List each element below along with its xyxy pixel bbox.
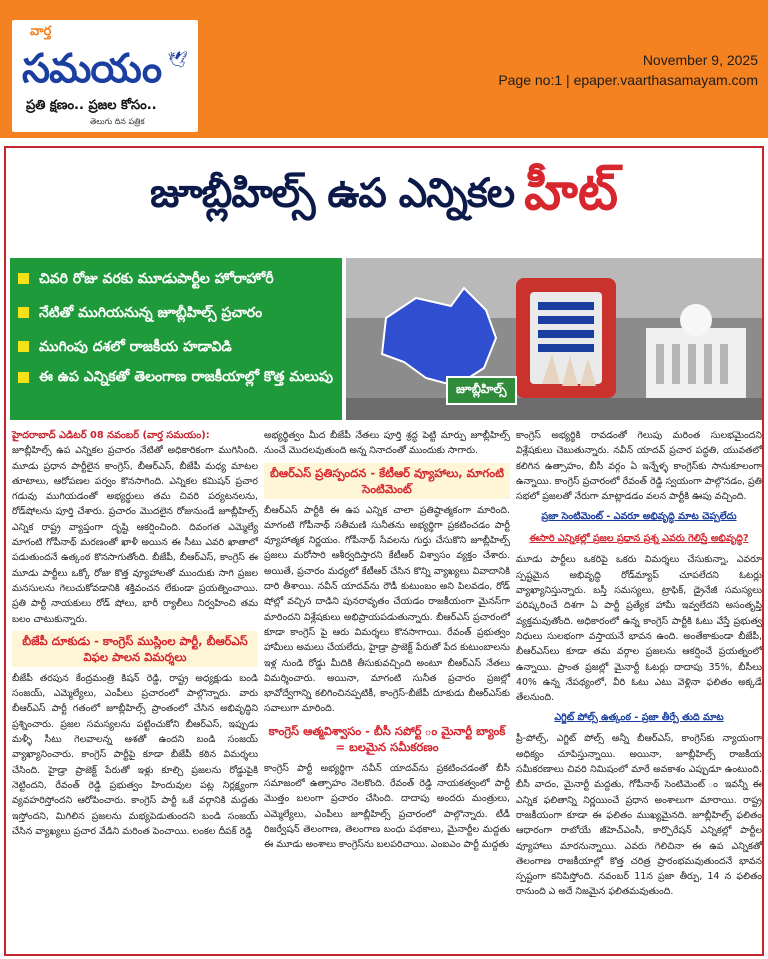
headline-main: జూబ్లీహిల్స్ ఉప ఎన్నికల [149,170,515,217]
photo-caption-sign: జూబ్లీహిల్స్ [446,376,517,405]
masthead [0,0,768,138]
highlight-item [16,296,336,330]
election-collage-illustration [346,258,762,420]
article-column-1 [12,428,258,839]
logo-title: సమయం [22,46,162,92]
edition-date: November 9, 2025 [642,52,758,68]
article-column-2 [264,428,510,853]
headline [6,162,762,235]
bullet-square-icon [18,372,29,383]
dateline: హైదరాబాద్ ఎడిటర్ 08 నవంబర్ (వార్త సమయం): [12,430,210,441]
paragraph: అభ్యర్థిత్వం మీద బీజేపీ నేతలు పూర్తి శ్రద్ధ పెట్టి మార్పు జూబ్లీహిల్స్ నుంచే మొదలవుతుంది అన్న నినాదంతో ముందుకు సాగారు. [264,430,510,457]
subheading: ఈసారి ఎన్నికల్లో ప్రజల ప్రధాన ప్రశ్న ఎవరు గెలిస్తే అభివృద్ధి? [529,533,749,545]
paragraph: బీజేపీ తరపున కేంద్రమంత్రి కిషన్ రెడ్డి, రాష్ట్ర అధ్యక్షుడు బండి సంజయ్, ఎమ్మెల్యేలు, ఎంపీలు ప్రచారంలో పాల్గొన్నారు. వారు బీఆర్ఎస్ పార్టీ గతంలో జూబ్లీహిల్స్ ప్రాంతంలో చేసిన అభివృద్ధిని ప్రశ్నించారు. ప్రజల సమస్యలను పట్టించుకోని బీఆర్ఎస్, ఇప్పుడు మళ్ళీ సీటు గెలవాలన్న ఆశతో ఉందని బండి సంజయ్ వ్యాఖ్యానించారు. కాంగ్రెస్ పార్టీపై కూడా బీజేపీ కఠిన విమర్శలు చేసింది. హైడ్రా ప్రాజెక్ట్ పేరుతో ఇళ్లు కూల్చి ప్రజలను రోడ్డుపైకి నెట్టిందని, రేవంత్ రెడ్డి ప్రభుత్వం హిందువుల పట్ల నిర్లక్ష్యంగా వ్యవహరిస్తోందని ఆరోపించారు. కాంగ్రెస్ పార్టీ ఒకే వర్గానికి మద్దతు ఇస్తోందని, మిగిలిన ప్రజలను మభ్యపెడుతుందని బండి సంజయ్ చేసిన వ్యాఖ్యలు ప్రచార వేడిని మరింత పెంచాయి. లంకల దీపక్ రెడ్డి [12,672,258,837]
logo-subtagline: తెలుగు దిన పత్రిక [90,117,145,126]
subheading: ఎగ్జిట్ పోల్స్ ఉత్కంఠ - ప్రజా తీర్పే తుది మాట [554,712,724,724]
subheading: బీఆర్ఎస్ ప్రతిస్పందన - కేటీఆర్ వ్యూహాలు, మాగంటి సెంటిమెంట్ [264,463,510,499]
headline-accent: హీట్ [524,162,618,222]
page-info-link[interactable]: Page no:1 | epaper.vaarthasamayam.com [498,72,758,88]
highlight-item [16,364,336,390]
paragraph: ప్రీ-పోల్స్, ఎగ్జిట్ పోల్స్ అన్నీ బీఆర్ఎస్, కాంగ్రెస్‌కు న్యాయంగా అధిక్యం చూపిస్తున్నాయి. అయినా, జూబ్లీహిల్స్ రాజకీయ సమీకరణాలు చివరి నిమిషంలో మారే అవకాశం ఎప్పుడూ ఉంటుంది. బీసీ వాదం, మైనార్టీ మద్దతు, గోపీనాథ్ సెంటిమెంట్ ం ఇవన్నీ ఈ ఎన్నిక ఫలితాన్ని నిర్ణయించే ప్రధాన అంశాలుగా మారాయి. రాష్ట్ర రాజకీయంగా కూడా ఈ ఫలితం ముఖ్యమైనది. జూబ్లీహిల్స్ ఫలితం ఆధారంగా రాబోయే జీహెచ్ఎంసీ, కార్పొరేషన్ ఎన్నికల్లో పార్టీల వ్యూహాలు మారనున్నాయి. ఎవరు గెలిచినా ఈ ఉప ఎన్నికతో తెలంగాణ రాజకీయాల్లో కొత్త చరిత్ర ప్రారంభమవుతుందనే భావన స్పష్టంగా కనిపిస్తోంది. నవంబర్ 11న ప్రజా తీర్పు, 14 న ఫలితం రానుంది ఎ అదే నిజమైన ఫలితమవుతుంది. [516,733,762,898]
logo-tagline: ప్రతి క్షణం.. ప్రజల కోసం.. [26,98,157,113]
article-clipping [4,146,764,956]
paragraph: కాంగ్రెస్ అభ్యర్థికి రావడంతో గెలుపు మరింత సులభమైందని విశ్లేషకులు చెబుతున్నారు. నవీన్ యాదవ్ ప్రచార పద్ధతి, యువతలో కలిగిన ఉత్సాహం, బీసీ వర్గం ఏ ఇన్నేళ్ళ కాంగ్రెస్‌కు సానుకూలంగా ఉన్నాయి. కాంగ్రెస్ ప్రచారంలో రేవంత్ రెడ్డి స్వయంగా పాల్గొనడం, ప్రతి సభలో ప్రజలతో నేరుగా మాట్లాడడం వలన పార్టీకి ఊపు వచ్చింది. [516,430,762,503]
bullet-square-icon [18,307,29,318]
subheading: ప్రజా సెంటిమెంట్ - ఎవరూ అభివృద్ధి మాట చెప్పలేదు [541,511,737,523]
paragraph: మూడు పార్టీలు ఒకరిపై ఒకరు విమర్శలు చేసుకున్నా, ఎవరూ స్పష్టమైన అభివృద్ధి రోడ్‌మ్యాప్ చూపలేదని ఓటర్లు వ్యాఖ్యానిస్తున్నారు. బస్తీ సమస్యలు, ట్రాఫిక్, డ్రైనేజీ సమస్యలు పరిష్కరించే దిశగా ఏ పార్టీ ప్రత్యేక హామీ ఇవ్వలేదని అసంతృప్తి వ్యక్తమవుతోంది. అధికారంలో ఉన్న కాంగ్రెస్ పార్టీకి ఓటు వేస్తే ప్రభుత్వ నిధులు సులభంగా వస్తాయనే భావన ఉంది. అంతేకాకుండా బీజేపీ, బీఆర్ఎస్‌లు కూడా తమ వర్గాల ప్రజలను ఆకర్షించే ప్రయత్నంలో ఉన్నాయి. ప్రాంత ప్రజల్లో మైనార్టీ ఓటర్లు దాదాపు 35%, బీసీలు 40% ఉన్న నేపథ్యంలో, వీరి ఓటు ఎటు వెళ్లినా ఫలితం అక్కడే తేలనుంది. [516,554,762,704]
article-column-3 [516,428,762,900]
logo-small-text: వార్త [30,24,52,39]
bullet-square-icon [18,341,29,352]
bullet-square-icon [18,273,29,284]
article-photo [346,258,762,420]
highlight-item [16,330,336,364]
bird-icon: 🕊 [167,50,188,69]
highlight-text: చివరి రోజు వరకు మూడుపార్టీల హోరాహోరీ [39,271,274,287]
highlights-box [10,258,342,420]
highlight-text: ముగింపు దశలో రాజకీయ హడావిడి [39,339,232,355]
newspaper-logo[interactable] [12,20,198,132]
paragraph: జూబ్లీహిల్స్ ఉప ఎన్నికల ప్రచారం నేటితో అధికారికంగా ముగిసింది. మూడు ప్రధాన పార్టీలైన కాంగ్రెస్, బీఆర్ఎస్, బీజేపీ మధ్య మాటల తూటాలు, ఆరోపణల పర్వం కొనసాగింది. ఎన్నికల కమిషన్ ప్రచార గడువు ముగియడంతో అభ్యర్థులు తమ చివరి పర్యటనలను, రోడ్‌షోలను పూర్తి చేశారు. ప్రచారం మొదలైన రోజునుండే జూబ్లీహిల్స్ ఎన్నిక రాష్ట్ర వ్యాప్తంగా దృష్టి ఆకర్షించింది. దివంగత ఎమ్మెల్యే మాగంటి గోపీనాథ్ మరణంతో ఖాళీ అయిన ఈ సీటు ఎవరి ఖాతాలో పడుతుందనే ఉత్కంఠ కొనసాగుతోంది. బీజేపీ, బీఆర్ఎస్, కాంగ్రెస్ ఈ మూడు పార్టీలు ఒక్కో రోజు కొత్త వ్యూహాలతో ముందుకు సాగి ప్రజల మనసులను గెలుచుకోవడానికి శక్తివంచన లేకుండా ప్రయత్నించాయి. ప్రతి పార్టీ నాయకులు రోడ్ షోలు, భారీ ర్యాలీలు నిర్వహించి తమ బలం చాటుకున్నారు. [12,445,258,625]
highlight-text: నేటితో ముగియనున్న జూబ్లీహిల్స్ ప్రచారం [39,305,263,321]
paragraph: కాంగ్రెస్ పార్టీ అభ్యర్థిగా నవీన్ యాదవ్‌ను ప్రకటించడంతో బీసీ సమాజంలో ఉత్సాహం నెలకొంది. రేవంత్ రెడ్డి నాయకత్వంలో పార్టీ మొత్తం బలంగా ప్రచారం చేసింది. దాదాపు అందరు మంత్రులు, ఎమ్మెల్యేలు, ఎంపీలు జూబ్లీహిల్స్ ప్రచారంలో పాల్గొన్నారు. టీడీ రిజర్వేషన్ తెలంగాణ, తెలంగాణ బంధు పథకాలు, మైనార్టీల మద్దతు ఈ మూడు అంశాలు కాంగ్రెస్‌ను బలపరిచాయి. ఎంఐఎం పార్టీ మద్దతు [264,762,510,851]
highlight-item [16,262,336,296]
paragraph: బీఆర్ఎస్ పార్టీకి ఈ ఉప ఎన్నిక చాలా ప్రతిష్ఠాత్మకంగా మారింది. మాగంటి గోపీనాథ్ సతీమణి సునీతను అభ్యర్థిగా ప్రకటించడం పార్టీ వ్యూహాత్మక నిర్ణయం. గోపీనాథ్ సేవలను గుర్తు చేసుకొని జూబ్లీహిల్స్ ప్రజలు మరోసారి ఆశీర్వదిస్తారని కేటీఆర్ విశ్వాసం వ్యక్తం చేశారు. అయితే, ప్రచారం మధ్యలో కేటీఆర్ చేసిన కొన్ని వ్యాఖ్యలు వివాదానికి దారి తీశాయి. నవీన్ యాదవ్‌ను రౌడీ కుటుంబం అని పిలవడం, రోడ్ షోల్లో వచ్చిన దాడిని పునరావృతం చేయడం రాజకీయంగా మైనస్‌గా మారిందని విశ్లేషకులు అభిప్రాయపడుతున్నారు. బీఆర్ఎస్ ప్రచారంలో కూడా కాంగ్రెస్ పై ఆరు విమర్శలు కొనసాగాయి. రేవంత్ ప్రభుత్వం హామీలు అమలు చేయలేదు, హైడ్రా ప్రాజెక్ట్ పేరుతో పేద కుటుంబాలను ఇళ్ల నుండి రోడ్డు మీదికి తీసుకువచ్చింది అంటూ బీఆర్ఎస్ నేతలు విమర్శించారు. అయినా, మాగంటి సునీత ప్రచారం ప్రజల్లో భావోద్వేగాన్ని కలిగించినప్పటికీ, కాంగ్రెస్-బీజేపీ దూకుడు బీఆర్ఎస్‌కు సవాలుగా మారింది. [264,504,510,715]
edition-info [498,50,758,90]
subheading: బీజేపీ దూకుడు - కాంగ్రెస్ ముస్లింల పార్టీ, బీఆర్ఎస్ విఫల పాలన విమర్శలు [12,631,258,667]
subheading: కాంగ్రెస్ ఆత్మవిశ్వాసం - బీసీ సపోర్ట్ ం మైనార్టీ బ్యాంక్ = బలమైన సమీకరణం [268,723,506,754]
highlight-text: ఈ ఉప ఎన్నికతో తెలంగాణ రాజకీయాల్లో కొత్త మలుపు [39,369,333,385]
